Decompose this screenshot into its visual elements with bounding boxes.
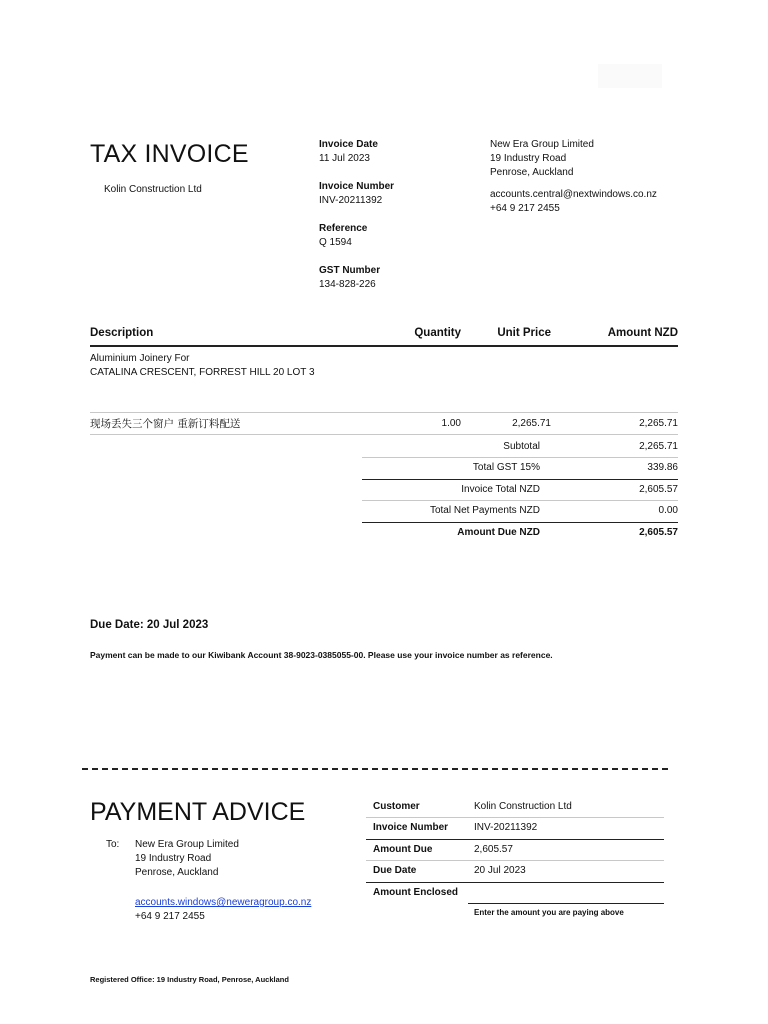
page-title: TAX INVOICE (90, 140, 249, 168)
cut-line (82, 768, 668, 770)
supplier-name: New Era Group Limited (490, 139, 594, 150)
advice-rule-2 (366, 839, 664, 840)
table-header-rule (90, 345, 678, 347)
remit-to-email-link[interactable]: accounts.windows@neweragroup.co.nz (135, 897, 312, 908)
invoice-total-rule (362, 500, 678, 501)
payment-instructions: Payment can be made to our Kiwibank Account 38-9023-0385055-00. Please use your invoice number as reference. (90, 650, 553, 660)
item-bottom-rule (90, 434, 678, 435)
supplier-phone: +64 9 217 2455 (490, 203, 560, 214)
remit-to-name: New Era Group Limited (135, 839, 239, 850)
invoice-date-label: Invoice Date (319, 139, 378, 150)
advice-invoice-number-value: INV-20211392 (474, 822, 538, 833)
advice-rule-4 (366, 882, 664, 883)
job-note-line1: Aluminium Joinery For (90, 353, 190, 364)
remit-to-address-line1: 19 Industry Road (135, 853, 212, 864)
col-unit-price-header: Unit Price (497, 327, 551, 339)
advice-amount-due-label: Amount Due (373, 844, 433, 855)
registered-office-footer: Registered Office: 19 Industry Road, Penrose, Auckland (90, 975, 289, 984)
col-quantity-header: Quantity (414, 327, 461, 339)
supplier-email: accounts.central@nextwindows.co.nz (490, 189, 657, 200)
item-description: 现场丢失三个窗户 重新订料配送 (90, 418, 241, 430)
advice-customer-label: Customer (373, 801, 420, 812)
net-payments-rule (362, 522, 678, 523)
due-date: Due Date: 20 Jul 2023 (90, 619, 209, 631)
remit-to-address (135, 838, 311, 924)
advice-due-date-label: Due Date (373, 865, 417, 876)
payment-advice-title: PAYMENT ADVICE (90, 798, 306, 826)
col-amount-header: Amount NZD (607, 327, 678, 339)
to-label: To: (106, 839, 120, 850)
net-payments-label: Total Net Payments NZD (429, 505, 540, 516)
supplier-address-line1: 19 Industry Road (490, 153, 567, 164)
subtotal-value: 2,265.71 (639, 441, 678, 452)
net-payments-value: 0.00 (658, 505, 678, 516)
amount-due-label: Amount Due NZD (457, 527, 540, 538)
advice-due-date-value: 20 Jul 2023 (474, 865, 526, 876)
item-amount: 2,265.71 (639, 418, 678, 429)
item-top-rule (90, 412, 678, 413)
advice-rule-3 (366, 860, 664, 861)
amount-due-value: 2,605.57 (639, 527, 678, 538)
gst-value: 339.86 (647, 462, 678, 473)
invoice-total-label: Invoice Total NZD (461, 484, 540, 495)
invoice-number-value: INV-20211392 (319, 195, 383, 206)
customer-name: Kolin Construction Ltd (104, 184, 202, 195)
gst-number-value: 134-828-226 (319, 279, 376, 290)
item-unit-price: 2,265.71 (512, 418, 551, 429)
gst-rule (362, 479, 678, 480)
invoice-meta (319, 138, 394, 292)
advice-invoice-number-label: Invoice Number (373, 822, 449, 833)
supplier-address-line2: Penrose, Auckland (490, 167, 574, 178)
invoice-total-value: 2,605.57 (639, 484, 678, 495)
amount-enclosed-hint: Enter the amount you are paying above (474, 908, 624, 917)
supplier-address (490, 138, 657, 216)
advice-amount-enclosed-label: Amount Enclosed (373, 887, 459, 898)
amount-enclosed-rule (468, 903, 664, 904)
job-note-line2: CATALINA CRESCENT, FORREST HILL 20 LOT 3 (90, 367, 315, 378)
subtotal-label: Subtotal (503, 441, 540, 452)
remit-to-phone: +64 9 217 2455 (135, 911, 205, 922)
invoice-number-label: Invoice Number (319, 181, 395, 192)
invoice-date-value: 11 Jul 2023 (319, 153, 370, 164)
advice-customer-value: Kolin Construction Ltd (474, 801, 572, 812)
remit-to-address-line2: Penrose, Auckland (135, 867, 219, 878)
advice-amount-due-value: 2,605.57 (474, 844, 513, 855)
gst-number-label: GST Number (319, 265, 381, 276)
item-quantity: 1.00 (441, 418, 461, 429)
reference-value: Q 1594 (319, 237, 352, 248)
gst-label: Total GST 15% (472, 462, 540, 473)
blank-stamp-area (598, 64, 662, 88)
reference-label: Reference (319, 223, 368, 234)
col-description-header: Description (90, 327, 154, 339)
subtotal-rule (362, 457, 678, 458)
advice-rule-1 (366, 817, 664, 818)
